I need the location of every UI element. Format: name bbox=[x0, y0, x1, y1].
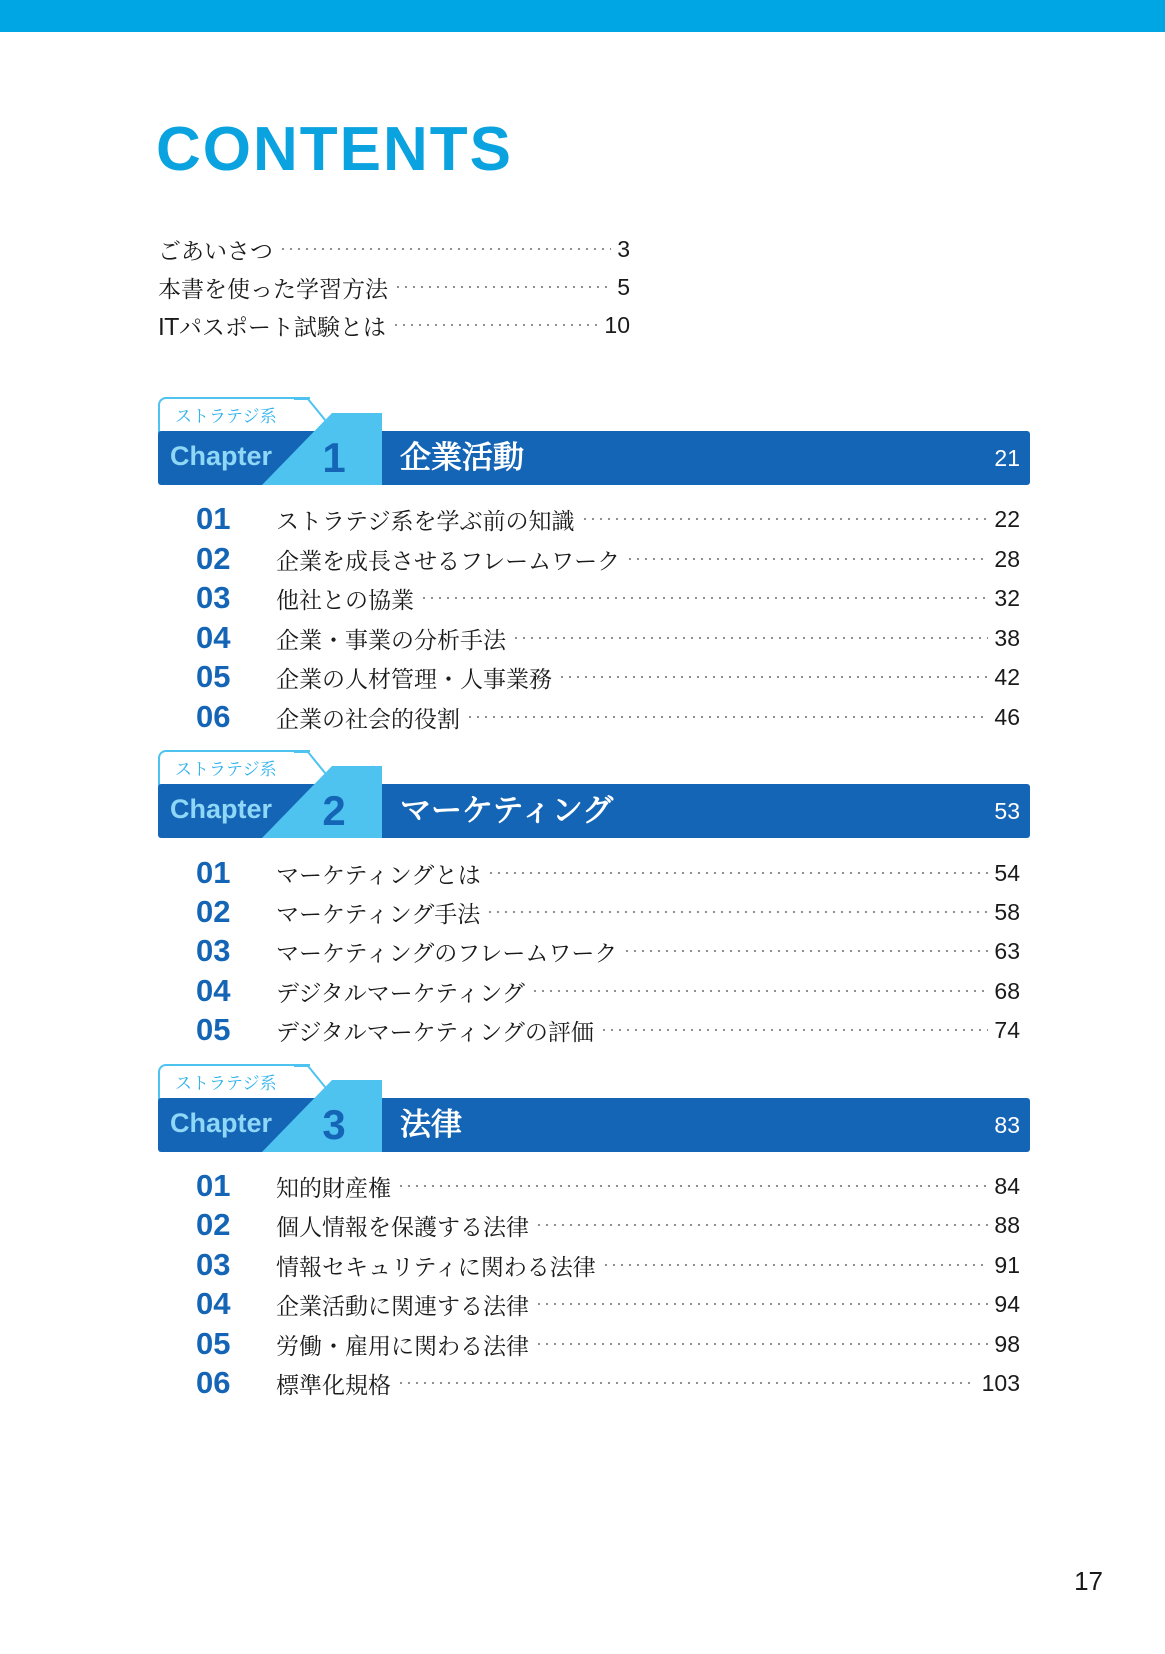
page-title: CONTENTS bbox=[156, 115, 513, 184]
item-number: 01 bbox=[196, 855, 231, 890]
toc-page: 32 bbox=[994, 584, 1020, 611]
front-matter-item[interactable] bbox=[158, 268, 630, 306]
chapter-number: 2 bbox=[322, 787, 346, 834]
dot-leader bbox=[512, 637, 988, 639]
toc-label: ストラテジ系を学ぶ前の知識 bbox=[276, 508, 575, 535]
item-number: 04 bbox=[196, 1286, 231, 1321]
toc-page: 28 bbox=[994, 545, 1020, 572]
toc-label: マーケティング手法 bbox=[276, 901, 481, 928]
toc-label: マーケティングのフレームワーク bbox=[276, 940, 618, 967]
toc-page: 22 bbox=[994, 505, 1020, 532]
category-tag-label: ストラテジ系 bbox=[175, 760, 277, 780]
toc-item[interactable] bbox=[196, 1206, 1020, 1244]
dot-leader bbox=[626, 558, 988, 560]
chapter-word: Chapter bbox=[170, 441, 273, 471]
top-accent-bar bbox=[0, 0, 1165, 32]
dot-leader bbox=[397, 1185, 988, 1187]
toc-label: 企業・事業の分析手法 bbox=[276, 627, 506, 654]
toc-page: 63 bbox=[994, 937, 1020, 964]
item-number: 05 bbox=[196, 659, 231, 694]
dot-leader bbox=[535, 1343, 988, 1345]
toc-label: 情報セキュリティに関わる法律 bbox=[276, 1254, 596, 1281]
dot-leader bbox=[394, 286, 611, 288]
toc-page: 46 bbox=[994, 703, 1020, 730]
toc-page: 10 bbox=[604, 311, 630, 338]
toc-page: 94 bbox=[994, 1290, 1020, 1317]
toc-page: 88 bbox=[994, 1211, 1020, 1238]
toc-item[interactable] bbox=[196, 1364, 1020, 1402]
dot-leader bbox=[487, 872, 989, 874]
chapter-word: Chapter bbox=[170, 794, 273, 824]
toc-page: 3 bbox=[617, 235, 630, 262]
dot-leader bbox=[279, 248, 611, 250]
dot-leader bbox=[558, 676, 988, 678]
toc-label: ITパスポート試験とは bbox=[158, 314, 386, 341]
toc-label: 労働・雇用に関わる法律 bbox=[276, 1333, 529, 1360]
chapter-page: 83 bbox=[994, 1112, 1020, 1138]
chapter-title: 法律 bbox=[400, 1107, 462, 1143]
toc-label: 企業活動に関連する法律 bbox=[276, 1293, 529, 1320]
toc-label: 個人情報を保護する法律 bbox=[276, 1214, 529, 1241]
toc-label: 企業を成長させるフレームワーク bbox=[276, 548, 621, 575]
dot-leader bbox=[600, 1029, 989, 1031]
toc-label: マーケティングとは bbox=[276, 862, 481, 889]
toc-page: 58 bbox=[994, 898, 1020, 925]
toc-item[interactable] bbox=[196, 540, 1020, 578]
dot-leader bbox=[602, 1264, 989, 1266]
toc-item[interactable] bbox=[196, 893, 1020, 931]
item-number: 03 bbox=[196, 580, 231, 615]
toc-item[interactable] bbox=[196, 1325, 1020, 1363]
toc-label: 企業の社会的役割 bbox=[276, 706, 460, 733]
dot-leader bbox=[581, 518, 989, 520]
item-number: 04 bbox=[196, 973, 231, 1008]
category-tag-label: ストラテジ系 bbox=[175, 1074, 277, 1094]
chapter-page: 21 bbox=[994, 445, 1020, 471]
dot-leader bbox=[535, 1224, 988, 1226]
item-number: 04 bbox=[196, 620, 231, 655]
chapter-title: 企業活動 bbox=[400, 440, 524, 476]
toc-page: 103 bbox=[981, 1369, 1020, 1396]
toc-item[interactable] bbox=[196, 1167, 1020, 1205]
toc-label: 知的財産権 bbox=[276, 1175, 391, 1202]
toc-page: 42 bbox=[994, 663, 1020, 690]
dot-leader bbox=[397, 1382, 976, 1384]
toc-item[interactable] bbox=[196, 1246, 1020, 1284]
chapter-page: 53 bbox=[994, 798, 1020, 824]
item-number: 06 bbox=[196, 1365, 231, 1400]
chapter-number: 1 bbox=[322, 434, 346, 481]
dot-leader bbox=[466, 716, 988, 718]
chapter-title: マーケティング bbox=[400, 793, 614, 829]
toc-item[interactable] bbox=[196, 658, 1020, 696]
toc-item[interactable] bbox=[196, 500, 1020, 538]
category-tag-label: ストラテジ系 bbox=[175, 407, 277, 427]
toc-page: 74 bbox=[994, 1016, 1020, 1043]
toc-label: 企業の人材管理・人事業務 bbox=[276, 666, 552, 693]
toc-page: 98 bbox=[994, 1330, 1020, 1357]
item-number: 05 bbox=[196, 1012, 231, 1047]
toc-page: 38 bbox=[994, 624, 1020, 651]
toc-item[interactable] bbox=[196, 854, 1020, 892]
toc-item[interactable] bbox=[196, 972, 1020, 1010]
toc-page: 5 bbox=[617, 273, 630, 300]
item-number: 02 bbox=[196, 894, 231, 929]
item-number: 03 bbox=[196, 1247, 231, 1282]
dot-leader bbox=[623, 950, 988, 952]
toc-item[interactable] bbox=[196, 698, 1020, 736]
chapter-number: 3 bbox=[322, 1101, 346, 1148]
toc-item[interactable] bbox=[196, 579, 1020, 617]
toc-label: 他社との協業 bbox=[276, 587, 414, 614]
toc-page: 84 bbox=[994, 1172, 1020, 1199]
toc-label: デジタルマーケティング bbox=[276, 980, 525, 1007]
item-number: 02 bbox=[196, 1207, 231, 1242]
front-matter-item[interactable] bbox=[158, 306, 630, 344]
dot-leader bbox=[535, 1303, 988, 1305]
toc-item[interactable] bbox=[196, 1011, 1020, 1049]
toc-item[interactable] bbox=[196, 619, 1020, 657]
item-number: 03 bbox=[196, 933, 231, 968]
dot-leader bbox=[486, 911, 988, 913]
toc-item[interactable] bbox=[196, 1285, 1020, 1323]
toc-label: 標準化規格 bbox=[276, 1372, 391, 1399]
toc-item[interactable] bbox=[196, 932, 1020, 970]
item-number: 06 bbox=[196, 699, 231, 734]
toc-label: ごあいさつ bbox=[158, 238, 273, 265]
chapter-word: Chapter bbox=[170, 1108, 273, 1138]
toc-page: 91 bbox=[994, 1251, 1020, 1278]
item-number: 05 bbox=[196, 1326, 231, 1361]
item-number: 01 bbox=[196, 501, 231, 536]
dot-leader bbox=[420, 597, 988, 599]
page-number: 17 bbox=[1074, 1566, 1103, 1596]
toc-label: 本書を使った学習方法 bbox=[158, 276, 388, 303]
item-number: 01 bbox=[196, 1168, 231, 1203]
dot-leader bbox=[531, 990, 989, 992]
item-number: 02 bbox=[196, 541, 231, 576]
dot-leader bbox=[392, 324, 599, 326]
toc-page: 68 bbox=[994, 977, 1020, 1004]
toc-label: デジタルマーケティングの評価 bbox=[276, 1019, 594, 1046]
front-matter-item[interactable] bbox=[158, 230, 630, 268]
toc-page: 54 bbox=[994, 859, 1020, 886]
